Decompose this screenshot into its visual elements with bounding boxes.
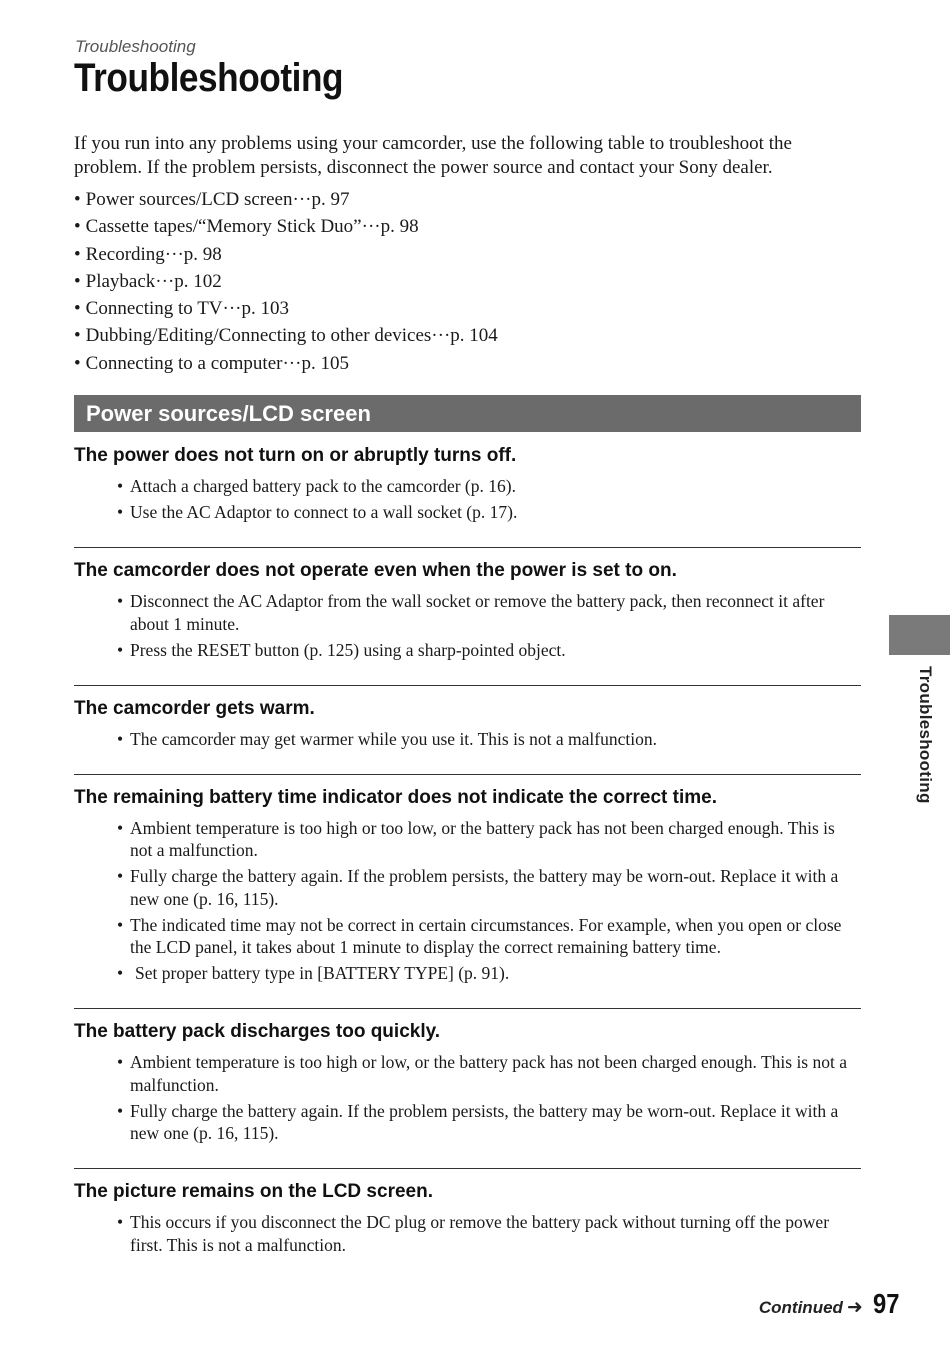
issue-heading: The camcorder gets warm.	[74, 697, 315, 719]
issue-block	[74, 685, 861, 774]
solution-item: • The indicated time may not be correct in certain circumstances. For example, when you open or close the LCD panel, it takes about 1 minute to display the correct remaining battery time.	[117, 914, 842, 957]
toc-list	[74, 186, 864, 377]
bullet-icon: •	[117, 591, 124, 611]
solution-item: • Set proper battery type in [BATTERY TYPE] (p. 91).	[117, 963, 510, 983]
solution-item: • The camcorder may get warmer while you use it. This is not a malfunction.	[117, 728, 657, 749]
toc-item[interactable]: • Power sources/LCD screen···p. 97	[74, 186, 864, 213]
solution-list	[74, 590, 861, 661]
bullet-icon: •	[117, 639, 124, 660]
bullet-icon: •	[117, 963, 124, 983]
solution-item: • Disconnect the AC Adaptor from the wall socket or remove the battery pack, then reconnect it after about 1 minute.	[117, 591, 825, 634]
bullet-icon: •	[117, 728, 124, 749]
toc-item[interactable]: • Cassette tapes/“Memory Stick Duo”···p. 98	[74, 213, 864, 240]
solution-list	[74, 728, 861, 751]
chapter-tab-label: Troubleshooting	[916, 666, 935, 804]
intro-text: If you run into any problems using your camcorder, use the following table to troubleshoot the problem. If the problem persists, disconnect the power source and contact your Sony dealer.	[74, 133, 792, 178]
issue-heading: The battery pack discharges too quickly.	[74, 1021, 441, 1042]
issue-block	[74, 443, 861, 547]
page-number: 97	[872, 1288, 900, 1319]
solution-list	[74, 1051, 861, 1145]
bullet-icon: •	[117, 476, 124, 496]
issue-block	[74, 1008, 861, 1168]
solution-item: • Fully charge the battery again. If the problem persists, the battery may be worn-out. Replace it with a new one (p. 16, 115).	[117, 866, 839, 909]
intro	[74, 132, 864, 377]
solution-item: • Press the RESET button (p. 125) using a sharp-pointed object.	[117, 639, 566, 660]
solution-item: • Ambient temperature is too high or low, or the battery pack has not been charged enough. This is not a malfunction.	[117, 1052, 847, 1095]
issue-block	[74, 774, 861, 1009]
page-title: Troubleshooting	[74, 56, 344, 100]
bullet-icon: •	[117, 502, 124, 522]
solution-list	[74, 817, 861, 985]
toc-item[interactable]: • Playback···p. 102	[74, 268, 864, 295]
issue-block	[74, 547, 861, 685]
issue-heading: The picture remains on the LCD screen.	[74, 1181, 433, 1202]
running-head: Troubleshooting	[75, 37, 196, 56]
toc-item[interactable]: • Connecting to a computer···p. 105	[74, 350, 864, 377]
solution-item: • Fully charge the battery again. If the problem persists, the battery may be worn-out. Replace it with a new one (p. 16, 115).	[117, 1100, 839, 1143]
bullet-icon: •	[117, 1100, 124, 1121]
solution-item: • Ambient temperature is too high or too low, or the battery pack has not been charged enough. This is not a malfunction.	[117, 817, 835, 860]
bullet-icon: •	[117, 1052, 124, 1072]
bullet-icon: •	[117, 914, 124, 935]
toc-item[interactable]: • Recording···p. 98	[74, 241, 864, 268]
bullet-icon: •	[117, 817, 124, 838]
continued-label: Continued	[758, 1298, 843, 1317]
issue-block	[74, 1168, 861, 1280]
page-footer	[759, 1288, 904, 1320]
right-arrow-icon: ➜	[846, 1297, 863, 1318]
toc-item[interactable]: • Connecting to TV···p. 103	[74, 295, 864, 322]
issue-heading: The power does not turn on or abruptly turns off.	[74, 445, 517, 466]
bullet-icon: •	[117, 866, 124, 886]
solution-list	[74, 475, 861, 524]
toc-item[interactable]: • Dubbing/Editing/Connecting to other devices···p. 104	[74, 322, 864, 349]
solution-item: • Use the AC Adaptor to connect to a wall socket (p. 17).	[117, 502, 518, 522]
bullet-icon: •	[117, 1212, 124, 1232]
chapter-tab	[889, 615, 950, 655]
solution-item: • Attach a charged battery pack to the camcorder (p. 16).	[117, 476, 516, 496]
solution-item: • This occurs if you disconnect the DC plug or remove the battery pack without turning off the power first. This is not a malfunction.	[117, 1212, 830, 1255]
solution-list	[74, 1211, 861, 1256]
issue-heading: The camcorder does not operate even when the power is set to on.	[74, 560, 677, 581]
section-header: Power sources/LCD screen	[74, 395, 861, 432]
issue-heading: The remaining battery time indicator does not indicate the correct time.	[74, 786, 717, 808]
issues-list	[74, 443, 861, 1280]
